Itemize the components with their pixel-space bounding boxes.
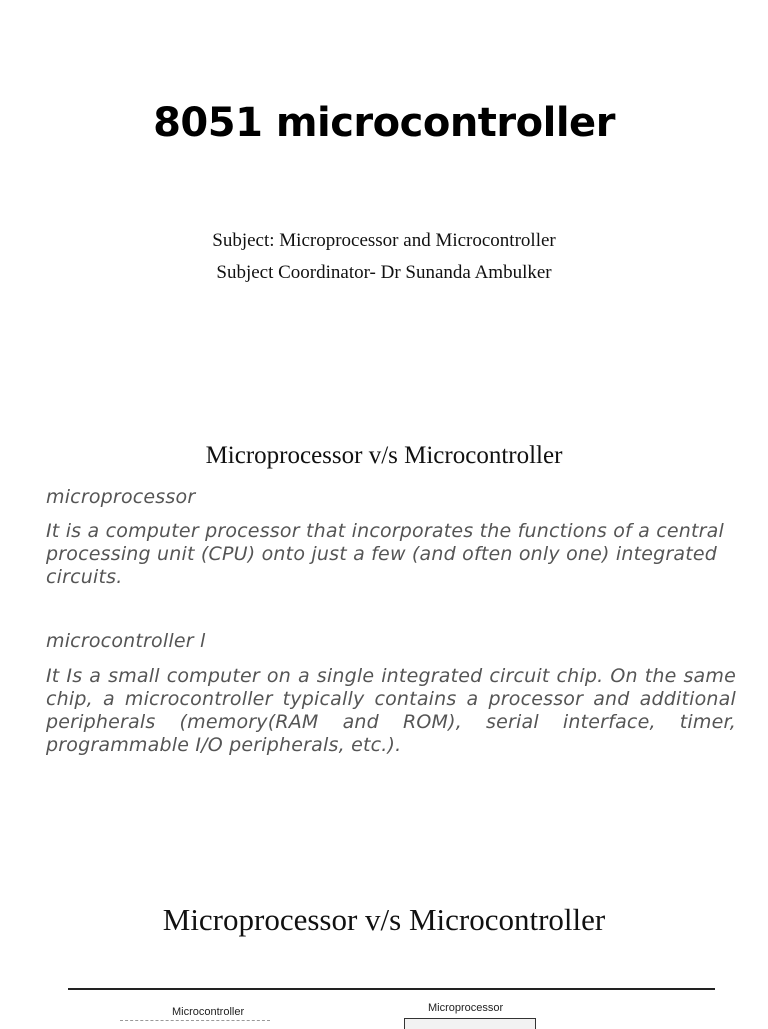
slide-title: 8051 microcontroller [153, 100, 615, 146]
title-slide [0, 0, 768, 330]
microprocessor-diagram-label: Microprocessor [428, 1002, 504, 1014]
comparison-slide [0, 430, 768, 830]
coordinator-line: Subject Coordinator- Dr Sunanda Ambulker [216, 262, 552, 283]
microcontroller-definition: It Is a small computer on a single integrated circuit chip. On the same chip, a microcontroller typically contains a processor and additional peripherals (memory(RAM and ROM), serial interface, timer, programmable I/O peripherals, etc.). [46, 665, 736, 756]
diagram-slide-title: Microprocessor v/s Microcontroller [162, 902, 606, 937]
subject-line: Subject: Microprocessor and Microcontroller [212, 230, 556, 251]
microprocessor-definition: It is a computer processor that incorporates the functions of a central processing unit (CPU) onto just a few (and often only one) integrated circuits. [46, 520, 724, 588]
divider-line [68, 988, 715, 990]
comparison-title: Microprocessor v/s Microcontroller [205, 442, 563, 469]
microcontroller-label: microcontroller l [46, 630, 206, 652]
microprocessor-label: microprocessor [46, 486, 196, 508]
diagram-slide [0, 880, 768, 1024]
microcontroller-diagram-label: Microcontroller [172, 1006, 245, 1018]
